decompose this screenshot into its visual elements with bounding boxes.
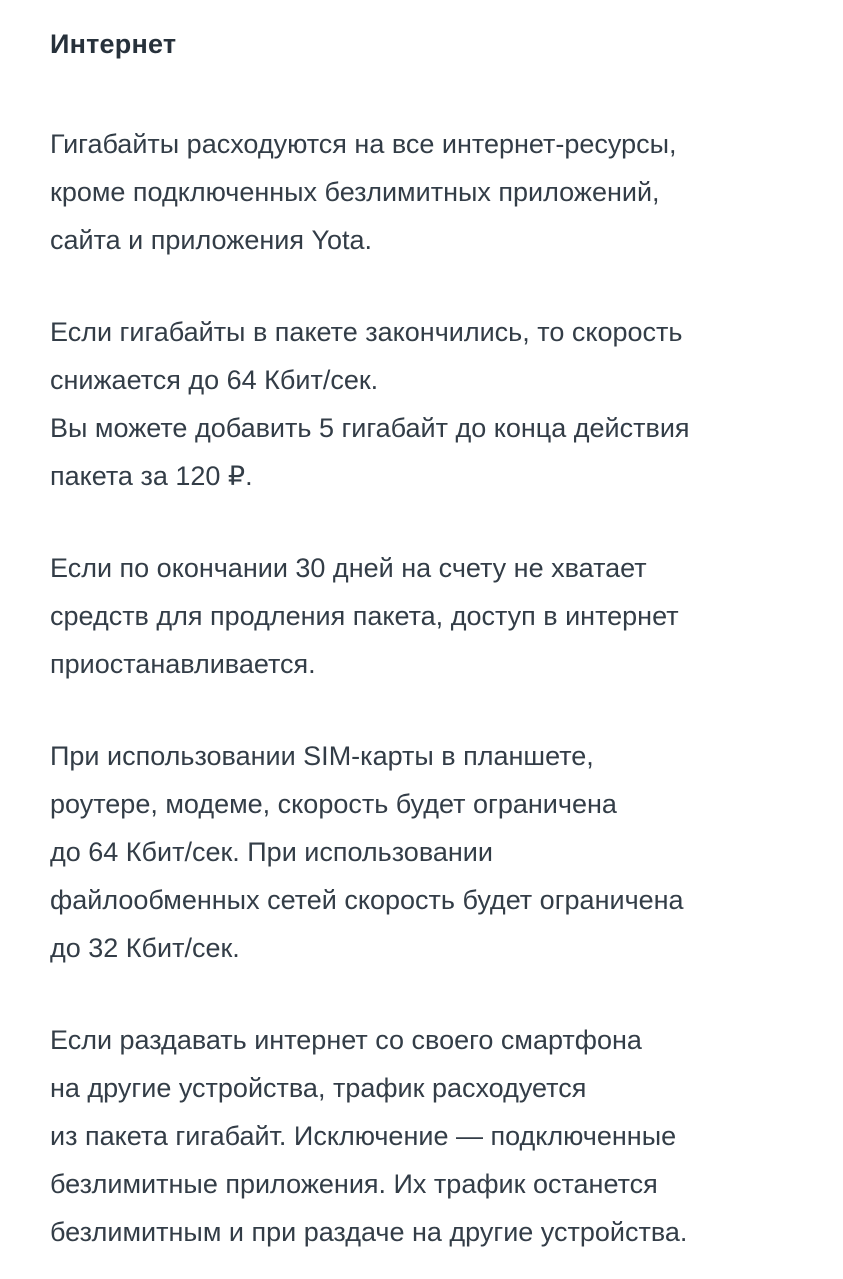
paragraph-line: При использовании SIM-карты в планшете, [50,741,594,771]
paragraph-line: Если гигабайты в пакете закончились, то скорость [50,317,683,347]
paragraph-line: из пакета гигабайт. Исключение — подключенные [50,1121,677,1151]
paragraph-line: роутере, модеме, скорость будет ограничена [50,789,617,819]
paragraph-balance-suspension [50,544,820,688]
paragraph-line: Если по окончании 30 дней на счету не хватает [50,553,647,583]
section-title: Интернет [50,29,177,59]
paragraph-line: приостанавливается. [50,649,316,679]
paragraph-line: снижается до 64 Кбит/сек. [50,365,379,395]
paragraph-line: сайта и приложения Yota. [50,225,373,255]
paragraph-line: до 32 Кбит/сек. [50,933,240,963]
paragraph-line: безлимитным и при раздаче на другие устройства. [50,1217,688,1247]
paragraph-speed-limit [50,308,820,500]
paragraph-line: кроме подключенных безлимитных приложений, [50,177,660,207]
paragraph-device-restrictions [50,732,820,972]
paragraph-line: пакета за 120 ₽. [50,461,253,491]
paragraph-tethering [50,1016,820,1256]
paragraph-gigabytes-usage [50,120,820,264]
paragraph-line: до 64 Кбит/сек. При использовании [50,837,493,867]
paragraph-line: на другие устройства, трафик расходуется [50,1073,587,1103]
paragraph-line: безлимитные приложения. Их трафик останется [50,1169,658,1199]
internet-section [50,24,820,1256]
paragraph-line: Гигабайты расходуются на все интернет-ресурсы, [50,129,677,159]
paragraph-line: Вы можете добавить 5 гигабайт до конца действия [50,413,690,443]
paragraph-line: средств для продления пакета, доступ в интернет [50,601,679,631]
paragraph-line: Если раздавать интернет со своего смартфона [50,1025,642,1055]
paragraph-line: файлообменных сетей скорость будет ограничена [50,885,684,915]
